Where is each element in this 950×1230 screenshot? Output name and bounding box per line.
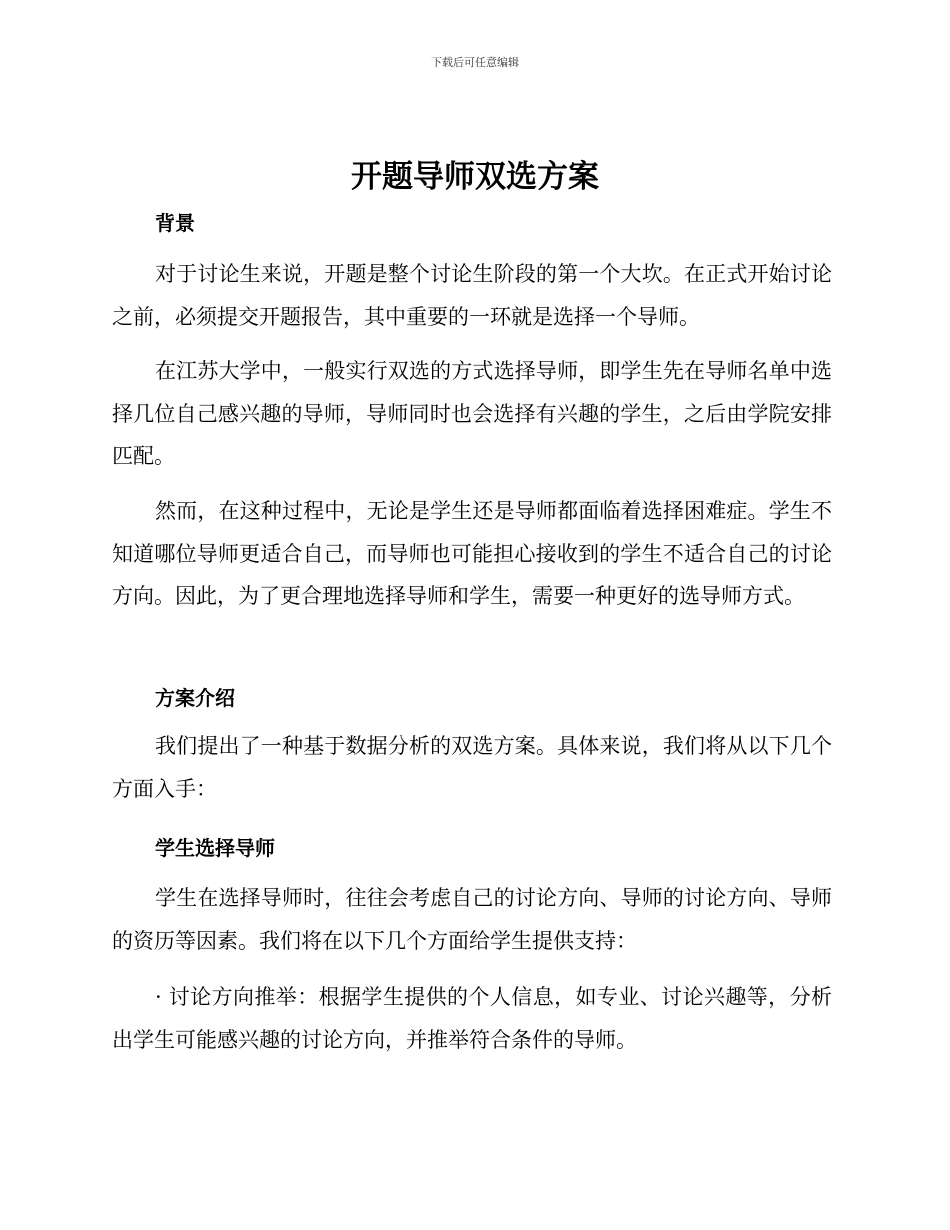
heading-student-choice: 学生选择导师: [155, 836, 275, 860]
paragraph-intro-1: 我们提出了一种基于数据分析的双选方案。具体来说，我们将从以下几个方面入手：: [112, 734, 832, 801]
paragraph-student-choice-1: 学生在选择导师时，往往会考虑自己的讨论方向、导师的讨论方向、导师的资历等因素。我们将在以下几个方面给学生提供支持：: [112, 886, 832, 953]
document-title: 开题导师双选方案: [351, 159, 599, 195]
heading-background: 背景: [155, 211, 195, 235]
header-note: 下载后可任意编辑: [431, 56, 519, 69]
heading-intro: 方案介绍: [155, 686, 235, 710]
paragraph-background-1: 对于讨论生来说，开题是整个讨论生阶段的第一个大坎。在正式开始讨论之前，必须提交开题报告，其中重要的一环就是选择一个导师。: [112, 262, 832, 329]
paragraph-background-3: 然而，在这种过程中，无论是学生还是导师都面临着选择困难症。学生不知道哪位导师更适合自己，而导师也可能担心接收到的学生不适合自己的讨论方向。因此，为了更合理地选择导师和学生，需要一种更好的选导师方式。: [112, 499, 832, 608]
paragraph-background-2: 在江苏大学中，一般实行双选的方式选择导师，即学生先在导师名单中选择几位自己感兴趣的导师，导师同时也会选择有兴趣的学生，之后由学院安排匹配。: [112, 359, 832, 468]
bullet-recommendation: · 讨论方向推举：根据学生提供的个人信息，如专业、讨论兴趣等，分析出学生可能感兴趣的讨论方向，并推举符合条件的导师。: [112, 985, 832, 1052]
